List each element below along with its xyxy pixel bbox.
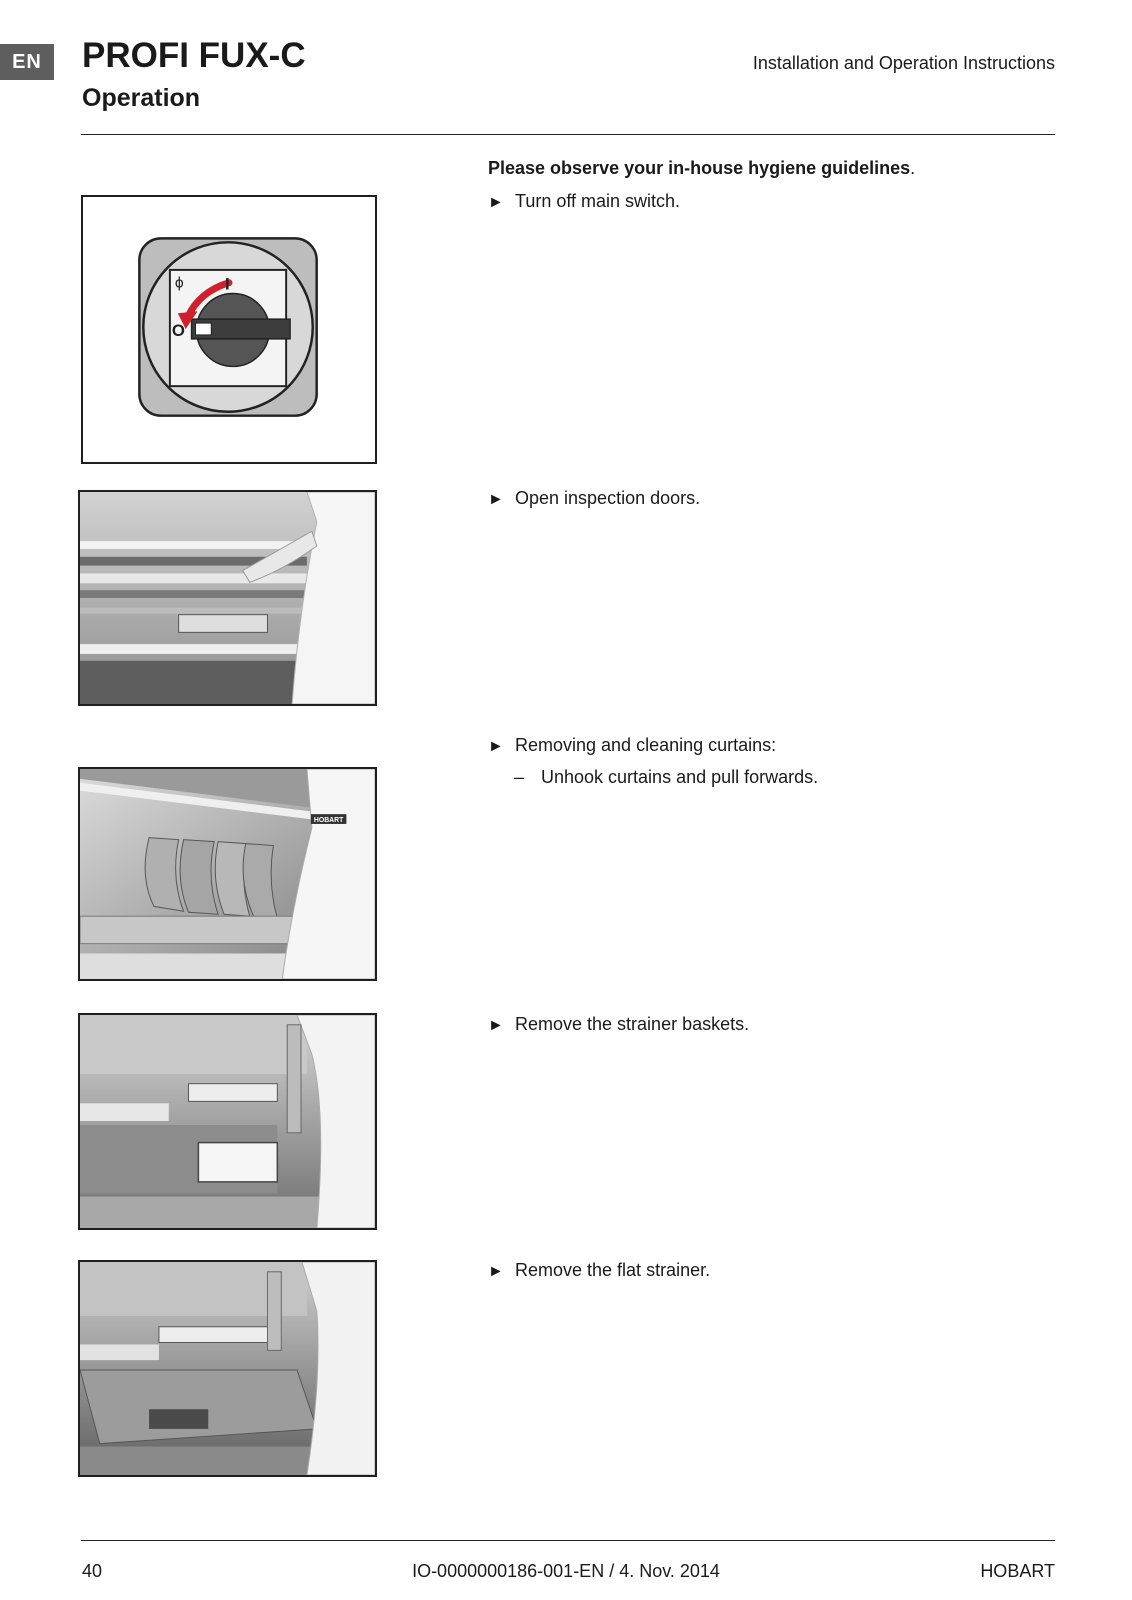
step-text: Open inspection doors. — [515, 488, 701, 508]
step-open-doors — [488, 488, 700, 509]
step-arrow-icon: ► — [488, 491, 504, 508]
strainer-baskets-photo — [78, 1013, 377, 1230]
step-arrow-icon: ► — [488, 194, 504, 211]
step-arrow-icon: ► — [488, 1017, 504, 1034]
step-text: Remove the strainer baskets. — [515, 1014, 750, 1034]
step-text: Remove the flat strainer. — [515, 1260, 711, 1280]
step-arrow-icon: ► — [488, 738, 504, 755]
step-text: Removing and cleaning curtains: — [515, 735, 777, 755]
inspection-doors-photo — [78, 490, 377, 706]
section-title: Operation — [82, 84, 201, 112]
flat-strainer-photo — [78, 1260, 377, 1477]
step-flat-strainer — [488, 1260, 710, 1281]
document-id: IO-0000000186-001-EN / 4. Nov. 2014 — [412, 1561, 720, 1581]
product-title: PROFI FUX-C — [82, 36, 306, 75]
step-arrow-icon: ► — [488, 1263, 504, 1280]
document-type: Installation and Operation Instructions — [752, 53, 1055, 73]
page-number: 40 — [82, 1561, 103, 1581]
header-rule — [81, 134, 1055, 135]
brand-sticker-label: HOBART — [313, 817, 344, 824]
step-curtains — [488, 735, 776, 756]
curtains-photo — [78, 767, 377, 981]
substep-text: Unhook curtains and pull forwards. — [541, 767, 819, 787]
hygiene-note-suffix: . — [910, 158, 916, 178]
substep-unhook-curtains — [514, 767, 818, 788]
hygiene-note-bold: Please observe your in-house hygiene guidelines — [488, 158, 911, 178]
main-switch-figure — [81, 195, 377, 464]
main-switch-illustration — [83, 197, 375, 462]
step-text: Turn off main switch. — [515, 191, 681, 211]
step-strainer-baskets — [488, 1014, 749, 1035]
phi-label: ϕ — [174, 275, 184, 292]
off-label: O — [171, 320, 185, 340]
footer-rule — [81, 1540, 1055, 1541]
on-label: I — [225, 274, 230, 294]
dash-marker: – — [514, 767, 525, 787]
brand-name: HOBART — [980, 1561, 1055, 1581]
step-turn-off-switch — [488, 191, 680, 212]
language-tab: EN — [0, 44, 54, 80]
hygiene-note — [488, 158, 915, 179]
